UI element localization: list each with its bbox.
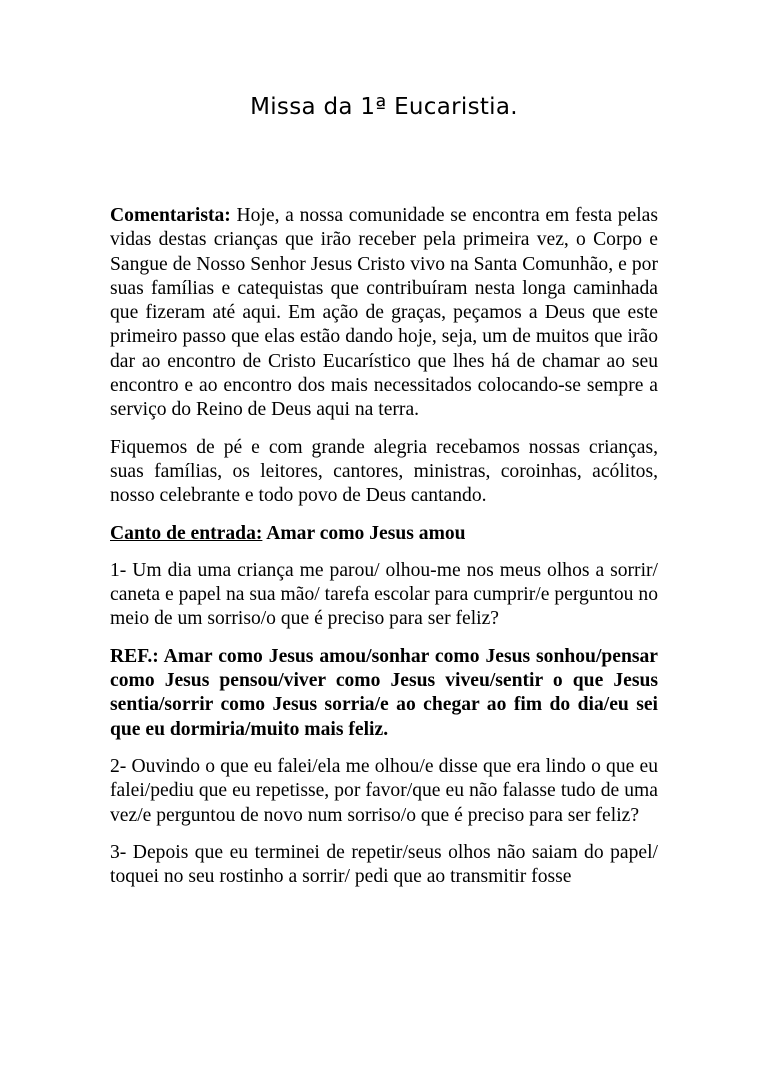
song-heading (110, 522, 658, 546)
song-title: Amar como Jesus amou (262, 522, 466, 544)
refrain: REF.: Amar como Jesus amou/sonhar como Jesus sonhou/pensar como Jesus pensou/viver como Jesus viveu/sentir o que Jesus sentia/sorrir como Jesus sorria/e ao chegar ao fim do dia/eu sei que eu dormiria/muito mais feliz. (110, 645, 658, 740)
invitation-paragraph: Fiquemos de pé e com grande alegria recebamos nossas crianças, suas famílias, os leitores, cantores, ministras, coroinhas, acólitos, nosso celebrante e todo povo de Deus cantando. (110, 436, 658, 507)
document-body (110, 204, 658, 902)
verse-3: 3- Depois que eu terminei de repetir/seus olhos não saiam do papel/ toquei no seu rostinho a sorrir/ pedi que ao transmitir fosse (110, 841, 658, 888)
intro-text: Hoje, a nossa comunidade se encontra em festa pelas vidas destas crianças que irão receber pela primeira vez, o Corpo e Sangue de Nosso Senhor Jesus Cristo vivo na Santa Comunhão, e por suas famílias e catequistas que contribuíram nesta longa caminhada que fizeram até aqui. Em ação de graças, peçamos a Deus que este primeiro passo que elas estão dando hoje, seja, um de muitos que irão dar ao encontro de Cristo Eucarístico que lhes há de chamar ao seu encontro e ao encontro dos mais necessitados colocando-se sempre a serviço do Reino de Deus aqui na terra. (110, 205, 658, 421)
verse-2: 2- Ouvindo o que eu falei/ela me olhou/e disse que era lindo o que eu falei/pediu que eu repetisse, por favor/que eu não falasse tudo de uma vez/e perguntou de novo num sorriso/o que é preciso para ser feliz? (110, 755, 658, 826)
page-title: Missa da 1ª Eucaristia. (250, 94, 518, 120)
song-label: Canto de entrada: (110, 522, 263, 544)
verse-1: 1- Um dia uma criança me parou/ olhou-me nos meus olhos a sorrir/ caneta e papel na sua mão/ tarefa escolar para cumprir/e perguntou no meio de um sorriso/o que é preciso para ser feliz? (110, 559, 658, 630)
speaker-label: Comentarista: (110, 205, 231, 226)
intro-paragraph (110, 204, 658, 423)
